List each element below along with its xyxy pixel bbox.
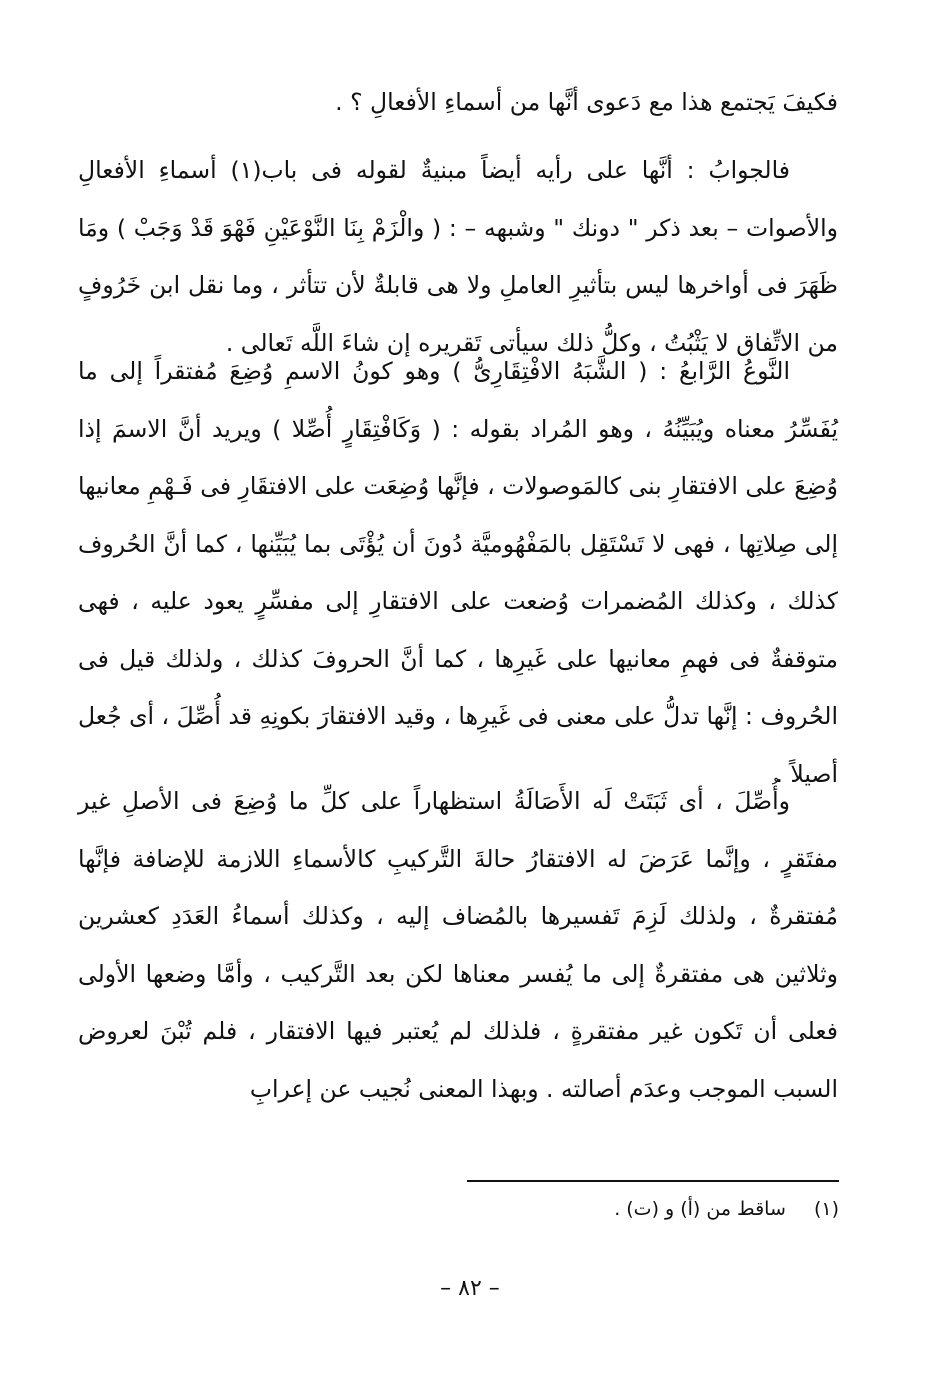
paragraph-4: وأُصِّلَ ، أى ثَبَتَتْ لَه الأَصَالَةُ استظهاراً على كلِّ ما وُضِعَ فى الأصلِ غير مفتَقرٍ ، وإنَّما عَرَضَ له الافتقارُ حالةَ التَّركيبِ كالأسماءِ اللازمة للإضافة فإنَّها مُفتقرةٌ ، ولذلك لَزِمَ تَفسيرها بالمُضاف إليه ، وكذلك أسماءُ العَدَدِ كعشرين وثلاثين هى مفتقرةٌ إلى ما يُفسر معناها لكن بعد التَّركيب ، وأمَّا وضعها الأولى فعلى أن تَكون غير مفتقرةٍ ، فلذلك لم يُعتبر فيها الافتقار ، فلم تُبْنَ لعروض السبب الموجب وعدَم أصالته . وبهذا المعنى نُجيب عن إعرابِ [78,787,838,1103]
paragraph-2: فالجوابُ : أنَّها على رأيه أيضاً مبنيةٌ لقوله فى باب(١) أسماءِ الأفعالِ والأصوات – بعد ذكر " دونك " وشبهه – : ( والْزَمْ بِنَا النَّوْعَيْنِ فَهْوَ قَدْ وَجَبْ ) ومَا ظَهَرَ فى أواخرها ليس بتأثيرِ العاملِ ولا هى قابلةٌ لأن تتأثر ، وما نقل ابن خَرُوفٍ من الاتِّفاق لا يَثْبُتُ ، وكلُّ ذلك سيأتى تَقريره إن شاءَ اللَّه تَعالى . [78,156,838,357]
footnote [467,1192,839,1226]
footnote-text: ساقط من (أ) و (ت) . [614,1198,786,1220]
footnote-divider [467,1180,839,1182]
page-number: – ٨٢ – [440,1276,500,1301]
paragraph-3: النَّوعُ الرَّابعُ : ( الشَّبَهُ الافْتِقَارِىُّ ) وهو كونُ الاسمِ وُضِعَ مُفتقراً إلى ما يُفَسِّرُ معناه ويُبَيِّنُهُ ، وهو المُراد بقوله : ( وَكَافْتِقَارٍ أُصِّلا ) ويريد أنَّ الاسمَ إذا وُضِعَ على الافتقارِ بنى كالمَوصولات ، فإنَّها وُضِعَت على الافتقَارِ فى فَـهْمِ معانيها إلى صِلاتِها ، فهى لا تَسْتَقِل بالمَفْهُوميَّة دُونَ أن يُؤْتَى بما يُبَيِّنها ، كما أنَّ الحُروف كذلك ، وكذلك المُضمرات وُضعت على الافتقارِ إلى مفسِّرٍ يعود عليه ، فهى متوقفةٌ فى فهمِ معانيها على غَيرِها ، كما أنَّ الحروفَ كذلك ، ولذلك قيل فى الحُروف : إنَّها تدلُّ على معنى فى غَيرِها ، وقيد الافتقارَ بكونِهِ قد أُصِّلَ ، أى جُعل أصيلاً . [78,357,838,788]
footnote-marker: (١) [813,1198,839,1220]
paragraph-1: فكيفَ يَجتمع هذا مع دَعوى أنَّها من أسماءِ الأفعالِ ؟ . [335,88,838,116]
